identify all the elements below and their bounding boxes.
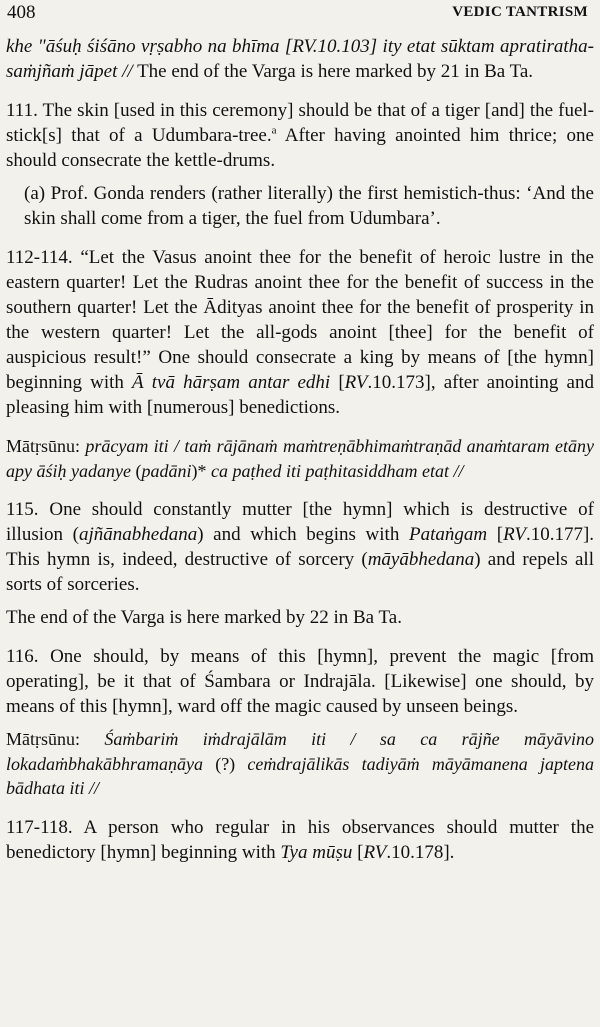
commentary-matrsunu-2 [6,727,594,801]
translation-text: 116. One should, by means of this [hymn], prevent the magic [from operating], be it that of Śambara or Indrajāla. [Likewise] one should, by means of this [hymn], ward off the magic caused by unseen beings. [6,646,594,717]
citation-abbrev: RV [503,524,526,545]
translation-text: The end of the Varga is here marked by 22 in Ba Ta. [6,607,402,628]
sanskrit-text: Śaṁbariṁ iṁdrajālām iti / sa ca rājñe māyāvino lokadaṁbhakābhramaṇāya [6,729,594,774]
translation-text: ) and repels all sorts of sorceries. [6,549,594,595]
sanskrit-text: ajñānabhedana [78,524,198,545]
sanskrit-text: ceṁdrajālikās tadiyāṁ māyāmanena japtena bādhata iti // [6,753,594,798]
translation-text: [ [352,841,364,863]
paragraph-verse-112-114 [6,245,594,420]
footnote-text: (a) Prof. Gonda renders (rather literally) the first hemistich-thus: ‘And the skin shall come from a tiger, the fuel from Udumbara’. [24,183,594,229]
translation-text: .10.173], after anointing and pleasing him with [numerous] benedictions. [6,372,594,418]
page-number: 408 [7,2,36,23]
translation-text: (?) [202,753,248,774]
sanskrit-text: māyābhedana [367,549,475,570]
translation-text: 117-118. A person who regular in his observances should mutter the benedictory [hymn] beginning with [6,816,594,863]
sanskrit-text: ca paṭhed iti paṭhitasiddham etat // [210,460,464,481]
running-head: VEDIC TANTRISM [452,4,588,20]
paragraph-verse-110-end [6,34,594,84]
sanskrit-text: Tya mūṣu [280,841,353,863]
paragraph-verse-111 [6,98,594,173]
translation-text: ) and which begins with [197,524,409,545]
footnote-a [6,181,594,231]
translation-text: [ [330,372,345,393]
paragraph-verse-116 [6,644,594,719]
translation-text: )* [191,460,211,481]
translation-text: The end of the Varga is here marked by 21 in Ba Ta. [132,61,534,82]
citation-abbrev: RV [344,372,368,393]
translation-text: 112-114. “Let the Vasus anoint thee for the benefit of heroic lustre in the eastern quarter! Let the Rudras anoint thee for the benefit of success in the southern quarter! Let the Ādityas anoint thee for the benefit of prosperity in the western quarter! Let the all-gods anoint [thee] for the benefit of auspicious result!” One should consecrate a king by means of [the hymn] beginning with [6,247,594,393]
translation-text: After having anointed him thrice; one should consecrate the kettle-drums. [6,125,594,171]
sanskrit-text: prācyam iti / taṁ rājānaṁ maṁtreṇābhimaṁtraṇād anaṁtaram etāny apy āśiḥ yadanye [6,436,594,481]
citation-abbrev: RV [363,841,387,863]
page-header [6,0,594,34]
translation-text: 111. The skin [used in this ceremony] should be that of a tiger [and] the fuel-stick[s] that of a Udumbara-tree. [6,100,594,146]
translation-text: 115. One should constantly mutter [the hymn] which is destructive of illusion ( [6,499,594,545]
sanskrit-text: khe "āśuḥ śiśāno vṛṣabho na bhīma [RV.10.103] ity etat sūktam apratiratha-saṁjñaṁ jāpet // [6,36,594,82]
paragraph-verse-117-118 [6,815,594,865]
footnote-marker: a [271,124,277,137]
commentary-matrsunu-1 [6,434,594,483]
varga-end-note [6,605,594,630]
translation-text: .10.177]. This hymn is, indeed, destructive of sorcery ( [6,524,595,570]
translation-text: ( [130,460,142,481]
paragraph-verse-115 [6,497,594,597]
sanskrit-text: Ā tvā hārṣam antar edhi [132,372,331,393]
sanskrit-text: padāni [141,460,192,481]
commentator-name: Mātṛsūnu: [6,729,105,749]
sanskrit-text: Pataṅgam [408,524,488,545]
commentator-name: Mātṛsūnu: [6,436,86,456]
translation-text: .10.178]. [386,841,455,863]
translation-text: [ [487,524,504,545]
